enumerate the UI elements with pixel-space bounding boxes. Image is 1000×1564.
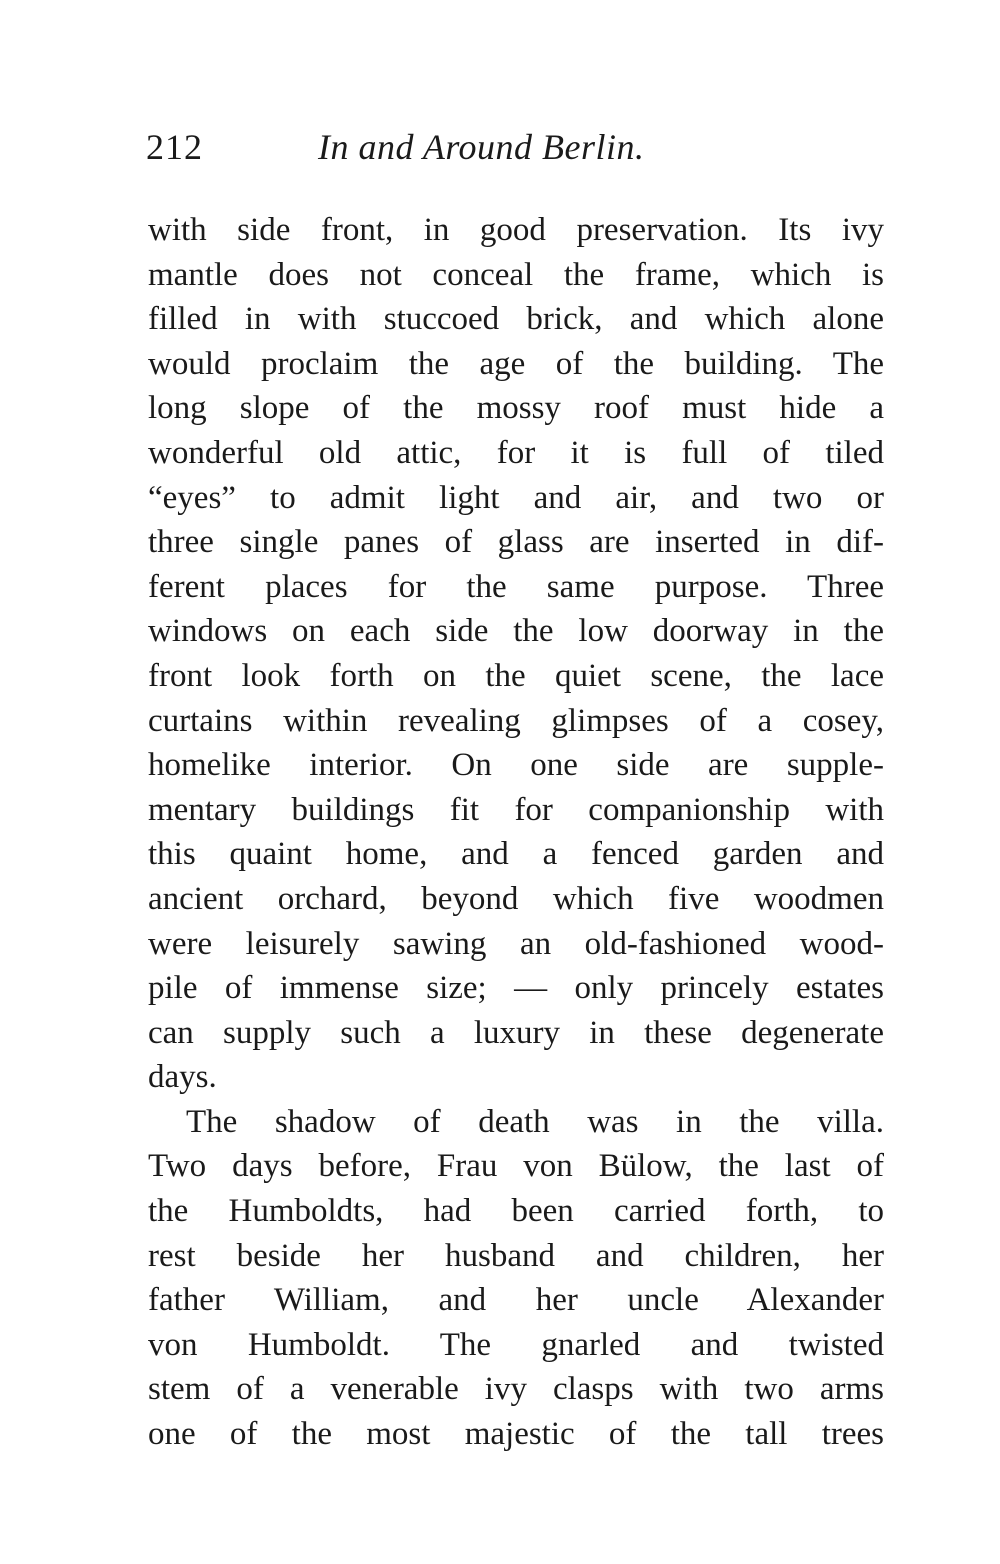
text-line: “eyes” to admit light and air, and two or bbox=[148, 479, 884, 516]
text-line: Two days before, Frau von Bülow, the last of bbox=[148, 1148, 884, 1185]
text-line: filled in with stuccoed brick, and which alone bbox=[148, 301, 884, 338]
text-line: three single panes of glass are inserted in dif- bbox=[148, 524, 884, 561]
text-line: the Humboldts, had been carried forth, to bbox=[148, 1193, 884, 1230]
text-line: windows on each side the low doorway in the bbox=[148, 613, 884, 650]
text-line: wonderful old attic, for it is full of tiled bbox=[148, 434, 884, 471]
text-line: one of the most majestic of the tall trees bbox=[148, 1416, 884, 1453]
body-text bbox=[148, 208, 884, 1457]
text-line: father William, and her uncle Alexander bbox=[148, 1282, 884, 1319]
text-line: this quaint home, and a fenced garden and bbox=[148, 836, 884, 873]
running-head bbox=[146, 122, 886, 172]
page-number: 212 bbox=[146, 127, 203, 167]
text-line: pile of immense size; — only princely estates bbox=[148, 970, 884, 1007]
text-line: rest beside her husband and children, her bbox=[148, 1237, 884, 1274]
text-line: stem of a venerable ivy clasps with two arms bbox=[148, 1371, 884, 1408]
text-line: curtains within revealing glimpses of a cosey, bbox=[148, 702, 884, 739]
text-line: mantle does not conceal the frame, which is bbox=[148, 256, 884, 293]
text-line: would proclaim the age of the building. The bbox=[148, 345, 884, 382]
text-line: ferent places for the same purpose. Three bbox=[148, 568, 884, 605]
text-line: von Humboldt. The gnarled and twisted bbox=[148, 1326, 884, 1363]
text-line: mentary buildings fit for companionship with bbox=[148, 791, 884, 828]
book-title: In and Around Berlin. bbox=[318, 127, 645, 167]
text-line: front look forth on the quiet scene, the lace bbox=[148, 657, 884, 694]
text-line: were leisurely sawing an old-fashioned wood- bbox=[148, 925, 884, 962]
text-line: long slope of the mossy roof must hide a bbox=[148, 390, 884, 427]
text-line: with side front, in good preservation. Its ivy bbox=[148, 212, 884, 248]
text-line: days. bbox=[148, 1059, 217, 1096]
text-line: ancient orchard, beyond which five woodmen bbox=[148, 880, 884, 917]
text-line: homelike interior. On one side are supple- bbox=[148, 747, 884, 784]
text-line: The shadow of death was in the villa. bbox=[186, 1103, 884, 1140]
text-line: can supply such a luxury in these degenerate bbox=[148, 1014, 884, 1051]
